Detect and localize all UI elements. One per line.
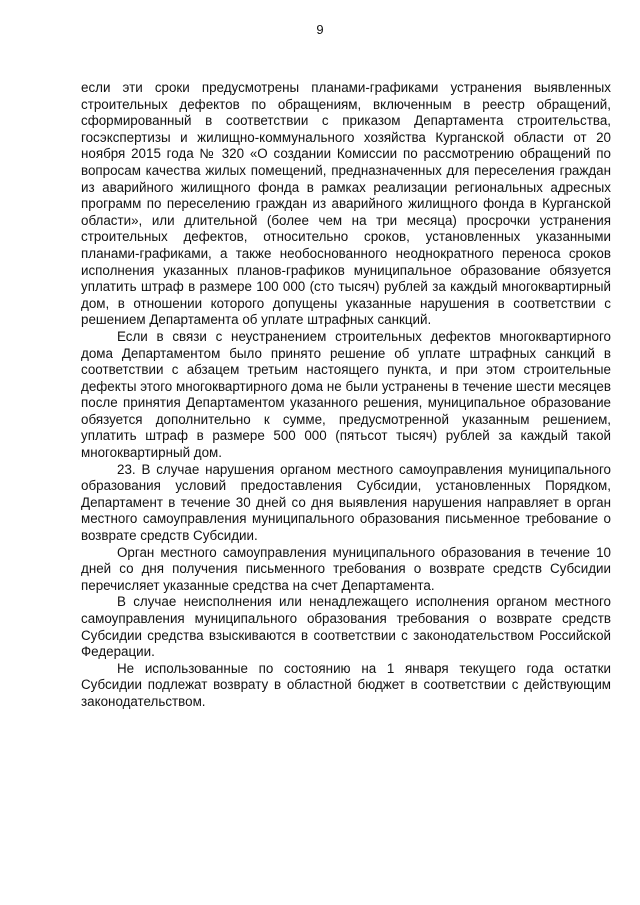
page-number: 9 [316,22,324,37]
document-body [81,80,611,711]
paragraph-5: В случае неисполнения или ненадлежащего исполнения органом местного самоуправления муниципального образования требования о возврате средств Субсидии средства взыскиваются в соответствии с законодательством Российской Федерации. [81,594,611,660]
paragraph-6: Не использованные по состоянию на 1 января текущего года остатки Субсидии подлежат возврату в областной бюджет в соответствии с действующим законодательством. [81,660,611,709]
paragraph-2: Если в связи с неустранением строительных дефектов многоквартирного дома Департаментом было принято решение об уплате штрафных санкций в соответствии с абзацем третьим настоящего пункта, и при этом строительные дефекты этого многоквартирного дома не были устранены в течение шести месяцев после принятия Департаментом указанного решения, муниципальное образование обязуется дополнительно к сумме, предусмотренной указанным решением, уплатить штраф в размере 500 000 (пятьсот тысяч) рублей за каждый такой многоквартирный дом. [81,328,611,461]
paragraph-3: 23. В случае нарушения органом местного самоуправления муниципального образования условий предоставления Субсидии, установленных Порядком, Департамент в течение 30 дней со дня выявления нарушения направляет в орган местного самоуправления муниципального образования письменное требование о возврате средств Субсидии. [81,461,611,544]
paragraph-4: Орган местного самоуправления муниципального образования в течение 10 дней со дня получения письменного требования о возврате средств Субсидии перечисляет указанные средства на счет Департамента. [81,544,611,593]
paragraph-1: если эти сроки предусмотрены планами-графиками устранения выявленных строительных дефектов по обращениям, включенным в реестр обращений, сформированный в соответствии с приказом Департамента строительства, госэкспертизы и жилищно-коммунального хозяйства Курганской области от 20 ноября 2015 года № 320 «О создании Комиссии по рассмотрению обращений по вопросам качества жилых помещений, предназначенных для переселения граждан из аварийного жилищного фонда в рамках реализации региональных адресных программ по переселению граждан из аварийного жилищного фонда в Курганской области», или длительной (более чем на три месяца) просрочки устранения строительных дефектов, относительно сроков, установленных указанными планами-графиками, а также необоснованного неоднократного переноса сроков исполнения указанных планов-графиков муниципальное образование обязуется уплатить штраф в размере 100 000 (сто тысяч) рублей за каждый многоквартирный дом, в отношении которого допущены указанные нарушения в соответствии с решением Департамента об уплате штрафных санкций. [81,80,611,328]
